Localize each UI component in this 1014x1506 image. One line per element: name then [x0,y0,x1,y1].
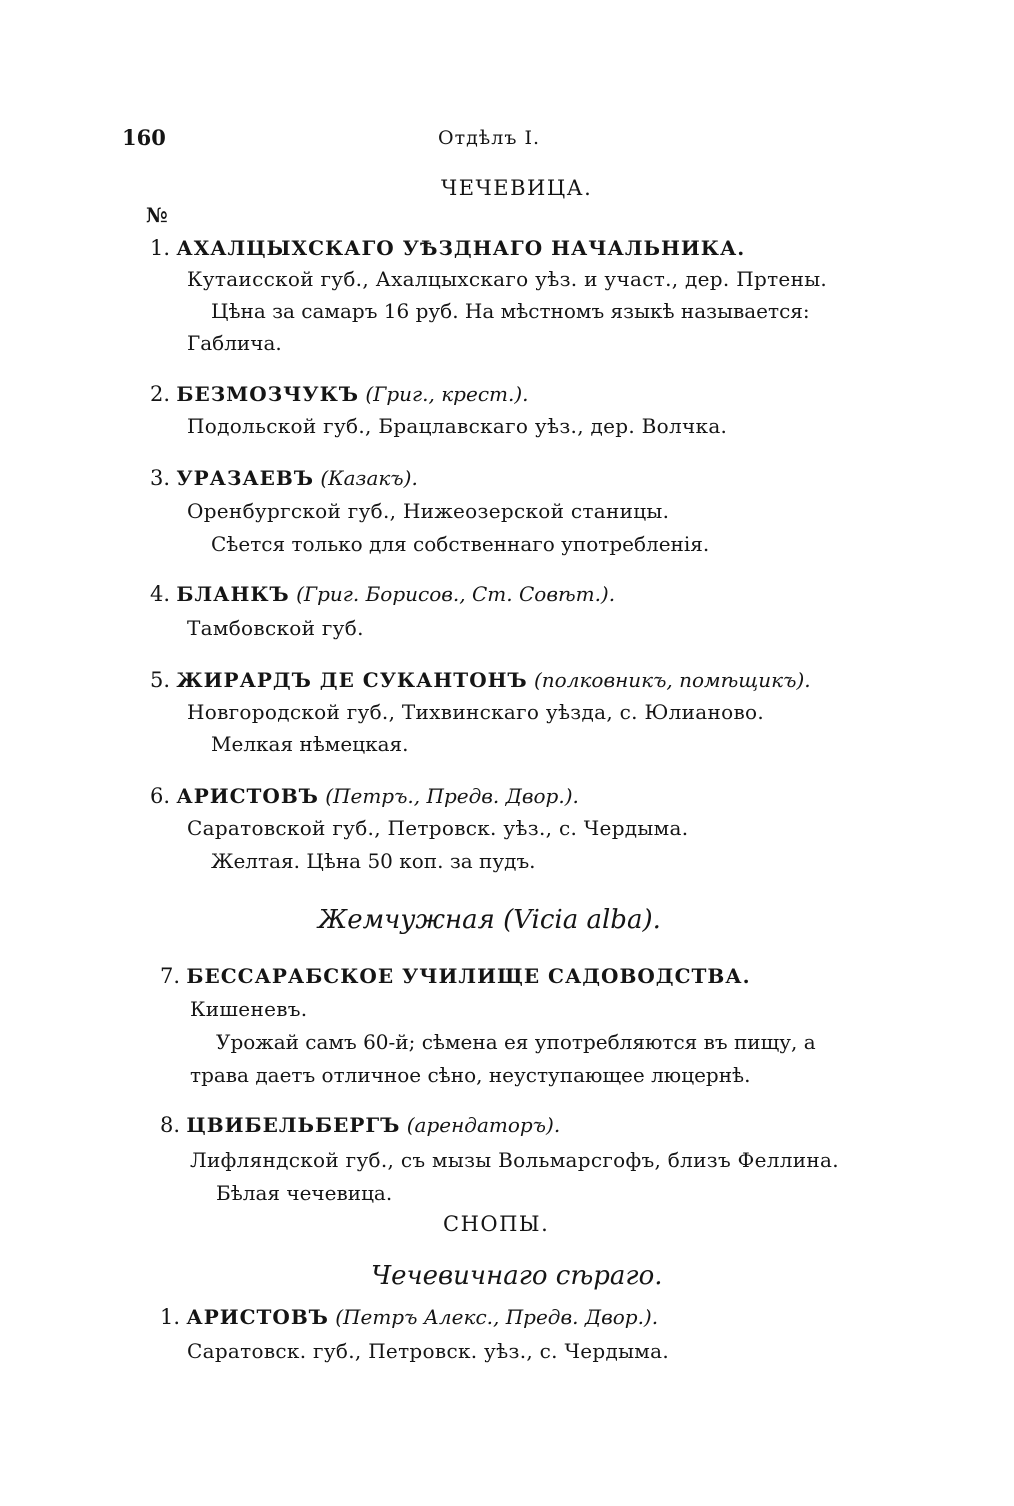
entry-name: УРАЗАЕВЪ [176,466,314,490]
subsection-title-2: Чечевичнаго сѣраго. [371,1261,663,1291]
entry-place: Подольской губ., Брацлавскаго уѣз., дер. Волчка. [187,414,728,438]
entry-heading [150,784,579,808]
entry-place: Новгородской губ., Тихвинскаго уѣзда, с. Юлианово. [187,700,765,724]
entry-note: Желтая. Цѣна 50 коп. за пудъ. [211,849,536,873]
entry-heading [150,466,418,490]
entry-number: 2. [150,382,171,406]
entry-detail: (полковникъ, помѣщикъ). [534,668,811,692]
entry-place: Кутаисской губ., Ахалцыхскаго уѣз. и участ., дер. Пртены. [187,267,828,291]
entry-heading [160,1113,560,1137]
entry-note: Габлича. [187,331,282,355]
entry-heading [150,382,529,406]
entry-name: АРИСТОВЪ [176,784,319,808]
entry-detail: (Григ. Борисов., Ст. Совѣт.). [296,582,616,606]
entry-place: Лифляндской губ., съ мызы Вольмарсгофъ, близъ Феллина. [190,1148,839,1172]
entry-note: Цѣна за самаръ 16 руб. На мѣстномъ языкѣ называется: [211,299,810,323]
entry-note: Урожай самъ 60-й; сѣмена ея употребляются въ пищу, а [216,1030,816,1054]
entry-name: БЛАНКЪ [176,582,290,606]
section-title-2: СНОПЫ. [443,1212,550,1236]
entry-number: 1. [150,236,171,260]
entry-name: БЕЗМОЗЧУКЪ [176,382,359,406]
entry-note: Бѣлая чечевица. [216,1181,393,1205]
entry-detail: (Петръ Алекс., Предв. Двор.). [335,1305,659,1329]
entry-place: Кишеневъ. [190,997,308,1021]
entry-heading [160,964,751,988]
entry-detail: (арендаторъ). [406,1113,561,1137]
entry-number: 8. [160,1113,181,1137]
subsection-title: Жемчужная (Vicia alba). [318,905,661,935]
number-sign: № [146,203,168,227]
entry-heading [150,668,811,692]
entry-number: 6. [150,784,171,808]
entry-name: АХАЛЦЫХСКАГО УѢЗДНАГО НАЧАЛЬНИКА. [176,236,746,260]
entry-name: ЖИРАРДЪ ДЕ СУКАНТОНЪ [176,668,528,692]
entry-number: 3. [150,466,171,490]
entry-detail: (Казакъ). [320,466,418,490]
entry-name: ЦВИБЕЛЬБЕРГЪ [186,1113,401,1137]
running-head: Отдѣлъ I. [438,127,540,149]
entry-name: БЕССАРАБСКОЕ УЧИЛИЩЕ САДОВОДСТВА. [186,964,751,988]
entry-heading [160,1305,658,1329]
entry-place: Оренбургской губ., Нижеозерской станицы. [187,499,670,523]
page-number: 160 [122,125,166,150]
entry-name: АРИСТОВЪ [186,1305,329,1329]
entry-heading [150,582,615,606]
entry-number: 5. [150,668,171,692]
entry-place: Саратовской губ., Петровск. уѣз., с. Чердыма. [187,816,689,840]
section-title: ЧЕЧЕВИЦА. [441,176,593,200]
entry-place: Тамбовской губ. [187,616,364,640]
entry-number: 1. [160,1305,181,1329]
entry-number: 7. [160,964,181,988]
entry-place: Саратовск. губ., Петровск. уѣз., с. Чердыма. [187,1339,670,1363]
entry-note: Сѣется только для собственнаго употребленія. [211,532,710,556]
entry-number: 4. [150,582,171,606]
entry-note: трава даетъ отличное сѣно, неуступающее люцернѣ. [190,1063,751,1087]
entry-note: Мелкая нѣмецкая. [211,732,409,756]
entry-heading [150,236,745,260]
entry-detail: (Петръ., Предв. Двор.). [325,784,579,808]
entry-detail: (Григ., крест.). [365,382,529,406]
